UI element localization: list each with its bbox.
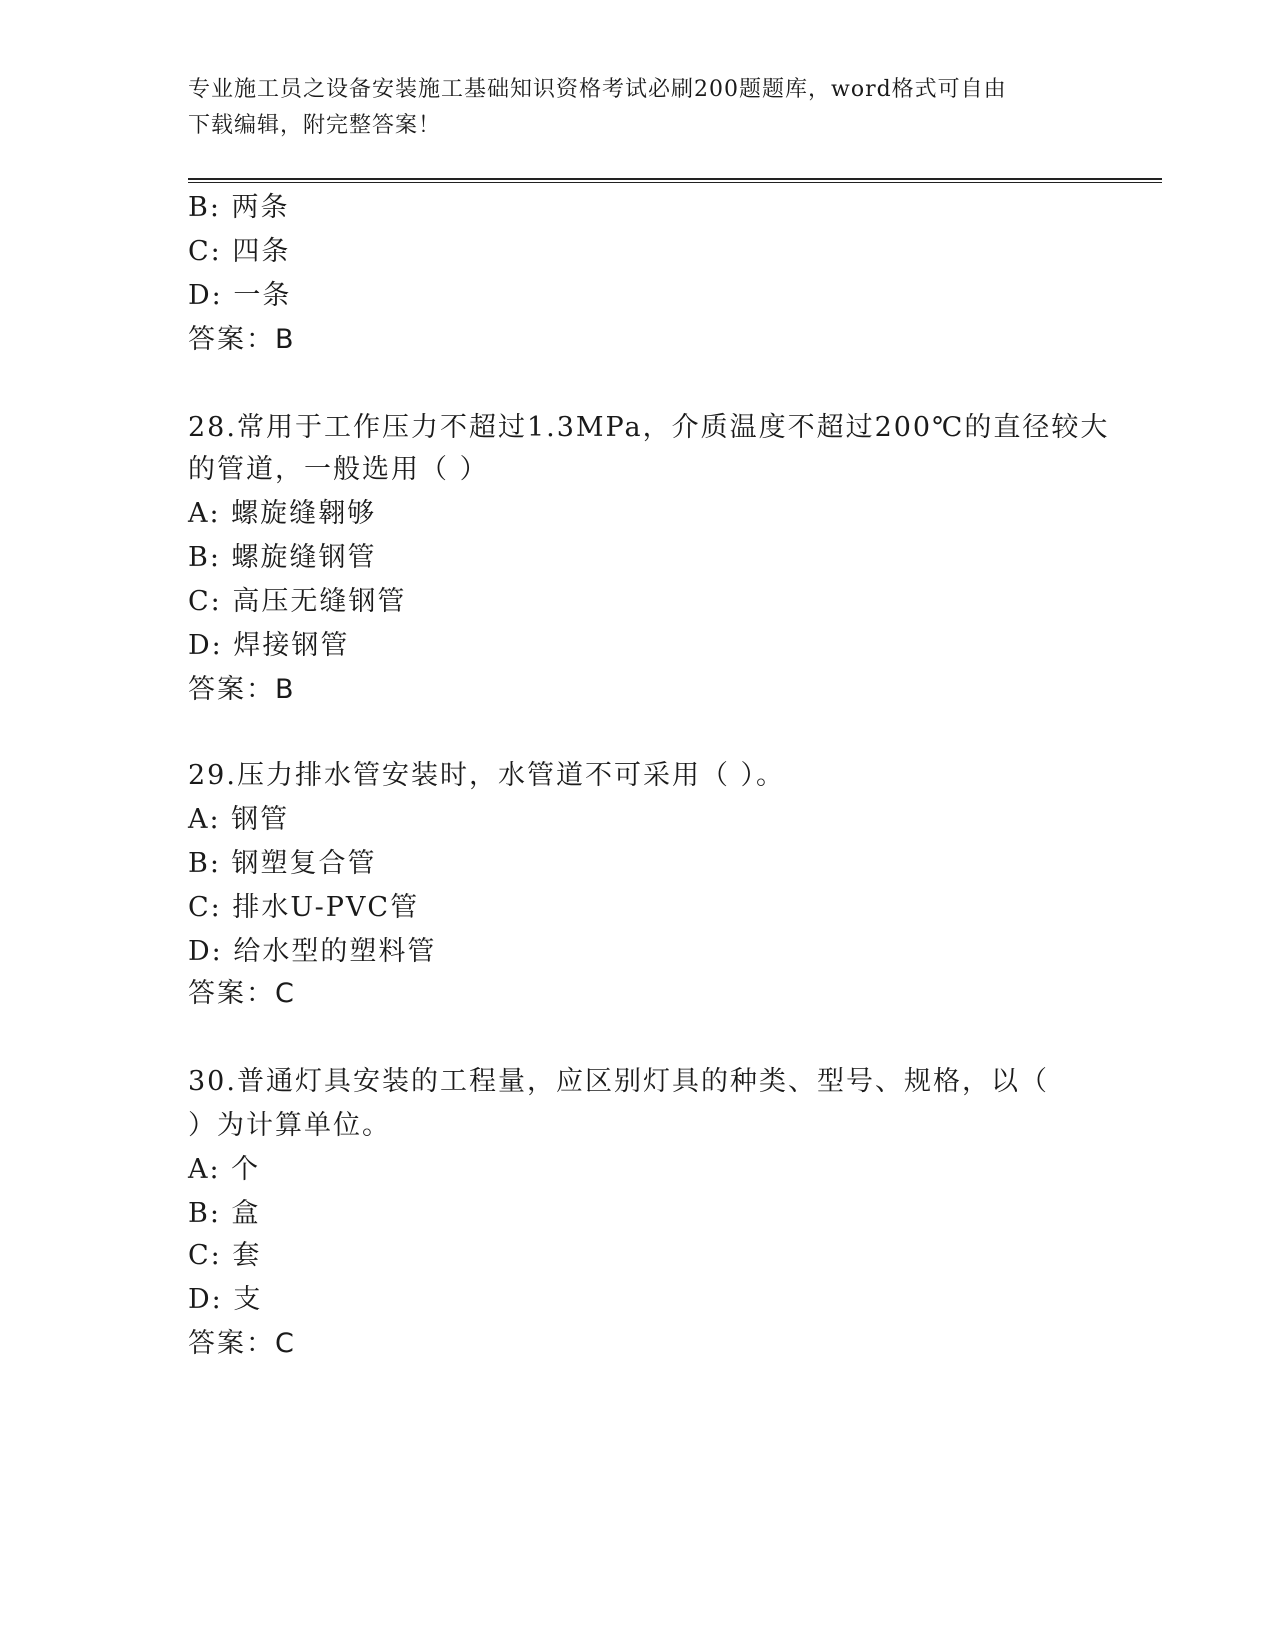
q30-stem-line-2: ）为计算单位。: [188, 1110, 391, 1141]
q27-option-b: B: 两条: [188, 192, 290, 223]
q30-answer: 答案：C: [188, 1328, 296, 1359]
q28-option-c: C: 高压无缝钢管: [188, 586, 407, 617]
q29-option-c: C: 排水U-PVC管: [188, 892, 420, 923]
q28-option-a: A: 螺旋缝翱够: [188, 498, 377, 529]
q27-answer: 答案：B: [188, 324, 296, 355]
q27-option-d: D: 一条: [188, 280, 292, 311]
header-divider: [188, 178, 1162, 183]
q29-stem-line-1: 29.压力排水管安装时，水管道不可采用（ ）。: [188, 760, 786, 791]
q28-stem-line-1: 28.常用于工作压力不超过1.3MPa，介质温度不超过200℃的直径较大: [188, 412, 1110, 443]
q29-answer: 答案：C: [188, 978, 296, 1009]
q30-stem-line-1: 30.普通灯具安装的工程量，应区别灯具的种类、型号、规格，以（: [188, 1066, 1049, 1097]
document-header: [188, 72, 1088, 144]
q29-option-a: A: 钢管: [188, 804, 290, 835]
q30-option-c: C: 套: [188, 1240, 262, 1271]
q30-option-b: B: 盒: [188, 1198, 261, 1229]
q30-option-a: A: 个: [188, 1154, 261, 1185]
q28-option-b: B: 螺旋缝钢管: [188, 542, 377, 573]
q27-option-c: C: 四条: [188, 236, 291, 267]
q30-option-d: D: 支: [188, 1284, 263, 1315]
q28-stem-line-2: 的管道，一般选用（ ）: [188, 454, 489, 485]
q29-option-d: D: 给水型的塑料管: [188, 936, 437, 967]
header-title-line-1: 专业施工员之设备安装施工基础知识资格考试必刷200题题库，word格式可自由: [188, 77, 1007, 102]
q28-answer: 答案：B: [188, 674, 296, 705]
header-title-line-2: 下载编辑，附完整答案！: [188, 113, 442, 138]
q28-option-d: D: 焊接钢管: [188, 630, 350, 661]
q29-option-b: B: 钢塑复合管: [188, 848, 377, 879]
